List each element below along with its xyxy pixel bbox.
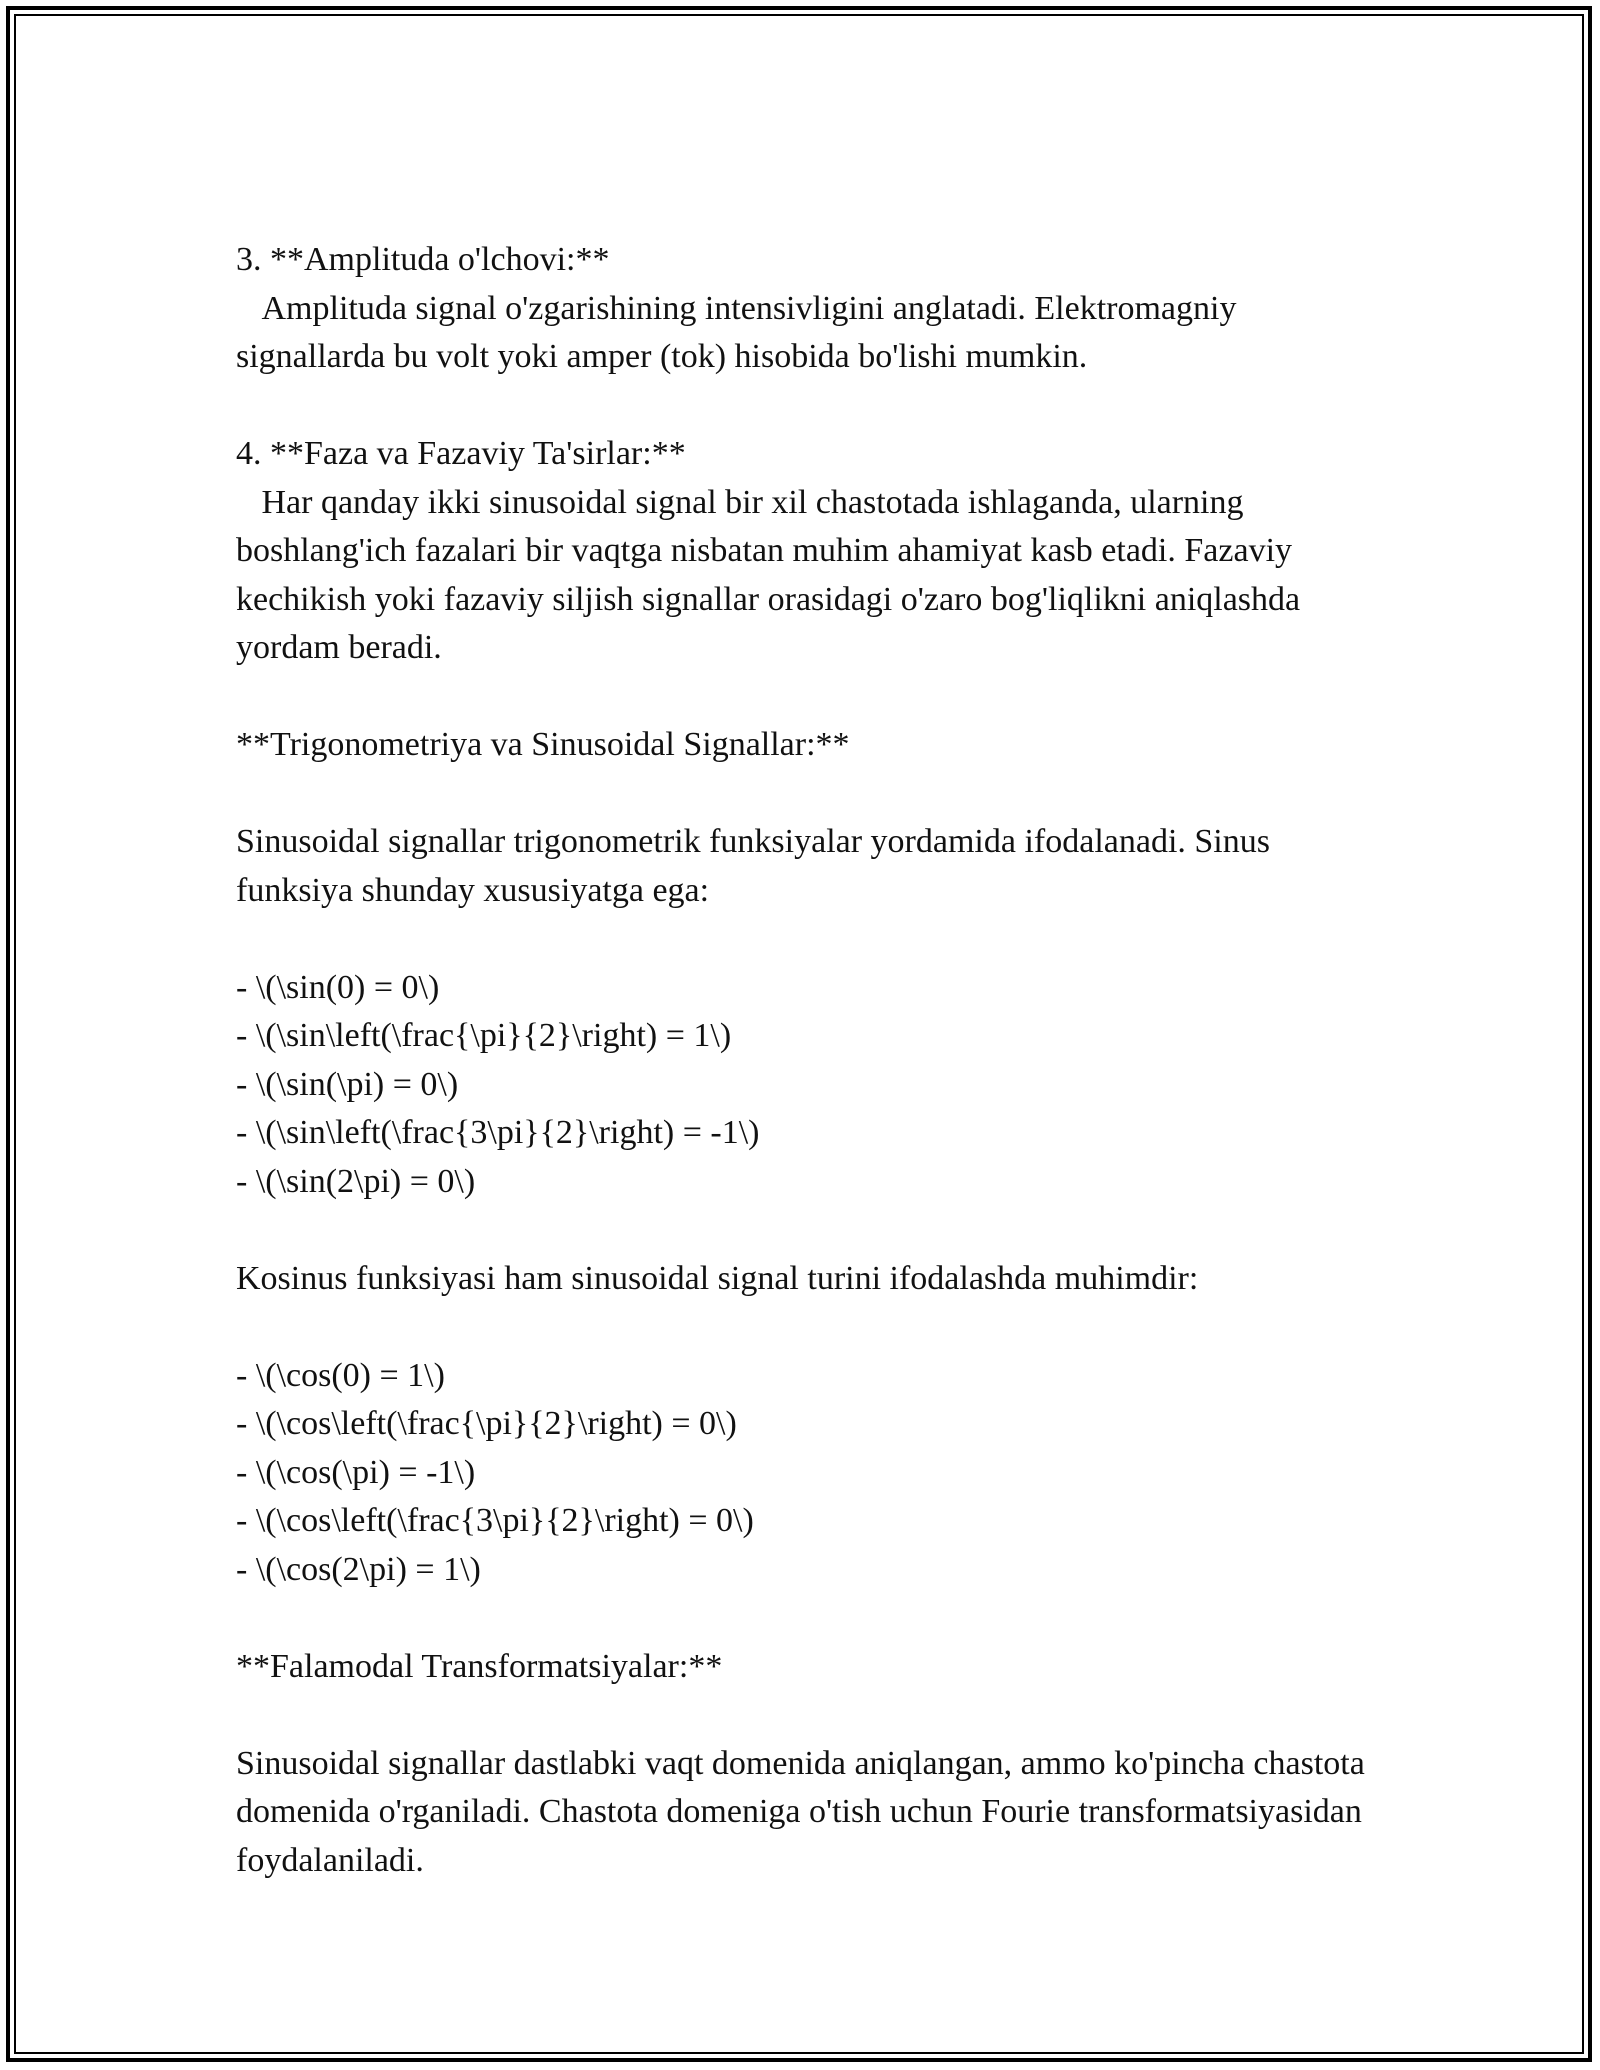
falamodal-body: Sinusoidal signallar dastlabki vaqt domenida aniqlangan, ammo ko'pincha chastota domenida o'rganiladi. Chastota domeniga o'tish uchun Fourie transformatsiyasidan foydalaniladi. xyxy=(236,1744,1374,1879)
spacer xyxy=(236,382,1386,431)
cos-item: - \(\cos\left(\frac{\pi}{2}\right) = 0\) xyxy=(236,1405,737,1442)
sin-item: - \(\sin\left(\frac{\pi}{2}\right) = 1\) xyxy=(236,1017,732,1054)
cos-item: - \(\cos(0) = 1\) xyxy=(236,1356,445,1394)
spacer xyxy=(236,673,1386,722)
spacer xyxy=(236,1303,1386,1352)
spacer xyxy=(236,1594,1386,1643)
trig-heading: **Trigonometriya va Sinusoidal Signallar:** xyxy=(236,726,850,763)
sin-item: - \(\sin(2\pi) = 0\) xyxy=(236,1162,476,1200)
section-4-heading: 4. **Faza va Fazaviy Ta'sirlar:** xyxy=(236,435,686,472)
cos-intro: Kosinus funksiyasi ham sinusoidal signal turini ifodalashda muhimdir: xyxy=(236,1259,1199,1297)
section-3-body: Amplituda signal o'zgarishining intensivligini anglatadi. Elektromagniy signallarda bu volt yoki amper (tok) hisobida bo'lishi mumkin. xyxy=(236,289,1245,375)
falamodal-heading: **Falamodal Transformatsiyalar:** xyxy=(236,1647,723,1685)
spacer xyxy=(236,770,1386,819)
sin-item: - \(\sin\left(\frac{3\pi}{2}\right) = -1\) xyxy=(236,1114,760,1151)
section-3-heading: 3. **Amplituda o'lchovi:** xyxy=(236,241,610,278)
document-body xyxy=(236,236,1386,1885)
spacer xyxy=(236,915,1386,964)
cos-item: - \(\cos(\pi) = -1\) xyxy=(236,1453,476,1491)
sin-item: - \(\sin(\pi) = 0\) xyxy=(236,1065,459,1103)
spacer xyxy=(236,1206,1386,1255)
trig-intro: Sinusoidal signallar trigonometrik funksiyalar yordamida ifodalanadi. Sinus funksiya shunday xususiyatga ega: xyxy=(236,823,1279,909)
sin-item: - \(\sin(0) = 0\) xyxy=(236,968,440,1006)
cos-item: - \(\cos(2\pi) = 1\) xyxy=(236,1550,481,1588)
section-4-body: Har qanday ikki sinusoidal signal bir xil chastotada ishlaganda, ularning boshlang'ich fazalari bir vaqtga nisbatan muhim ahamiyat kasb etadi. Fazaviy kechikish yoki fazaviy siljish signallar orasidagi o'zaro bog'liqlikni aniqlashda yordam beradi. xyxy=(236,483,1309,666)
spacer xyxy=(236,1691,1386,1740)
cos-item: - \(\cos\left(\frac{3\pi}{2}\right) = 0\) xyxy=(236,1502,754,1539)
